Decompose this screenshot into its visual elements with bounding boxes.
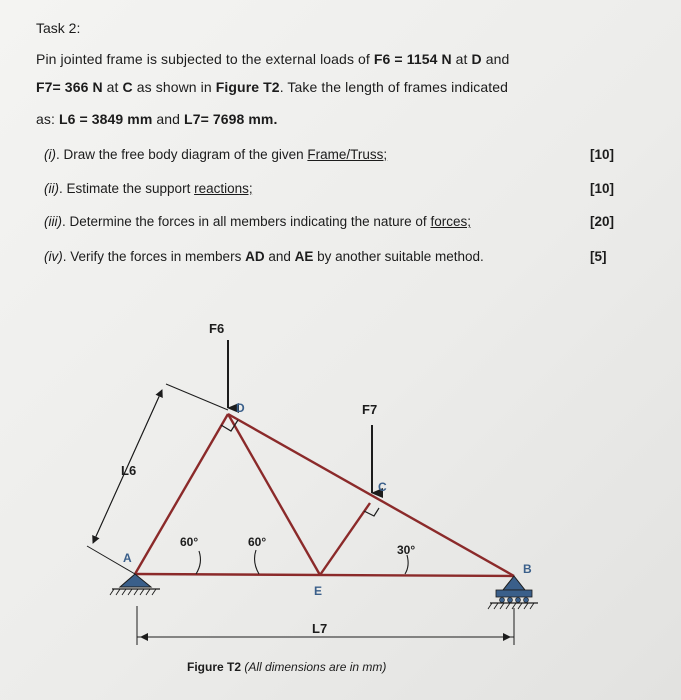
label-l7: L7 xyxy=(312,621,328,636)
figure-caption xyxy=(187,660,386,674)
marks-2: [10] xyxy=(590,181,615,196)
text: as shown in xyxy=(132,79,216,95)
caption-title: Figure T2 xyxy=(187,660,242,674)
question-number: (iv) xyxy=(44,249,63,264)
load-f6: F6 = 1154 N xyxy=(373,51,452,67)
member-ab xyxy=(135,574,514,576)
roller xyxy=(508,598,513,603)
angle-label-b: 30° xyxy=(397,543,416,557)
question-text: and xyxy=(264,249,295,264)
member-ad xyxy=(135,414,228,574)
truss-members xyxy=(135,414,514,576)
label-f7: F7 xyxy=(362,402,378,417)
question-number: (i) xyxy=(44,147,56,162)
right-angle-marks xyxy=(221,420,379,516)
roller-base xyxy=(496,590,532,597)
member-de xyxy=(228,414,320,575)
ground-hatch xyxy=(110,589,156,595)
member-ec xyxy=(320,503,370,575)
text: and xyxy=(481,51,510,67)
support-b xyxy=(488,576,538,609)
label-b: B xyxy=(523,562,532,576)
load-f7: F7= 366 N xyxy=(36,79,103,95)
roller xyxy=(500,598,505,603)
text: as: xyxy=(36,111,59,127)
label-d: D xyxy=(236,401,245,415)
angle-arcs xyxy=(196,550,408,574)
text: at xyxy=(451,51,472,67)
extension-line xyxy=(166,384,228,410)
roller xyxy=(524,598,529,603)
question-underlined: forces; xyxy=(430,214,471,229)
angle-arc-a xyxy=(196,551,200,574)
question-underlined: Frame/Truss; xyxy=(307,147,388,162)
question-number: (ii) xyxy=(44,181,59,196)
dimension-l6 xyxy=(87,384,228,574)
question-text: . Estimate the support xyxy=(59,181,195,196)
angle-arc-b xyxy=(405,555,408,574)
roller-support-triangle xyxy=(503,576,525,590)
marks-1: [10] xyxy=(590,147,615,162)
angle-label-a: 60° xyxy=(180,535,199,549)
question-underlined: reactions; xyxy=(194,181,253,196)
caption-note: (All dimensions are in mm) xyxy=(241,660,387,674)
joint-c: C xyxy=(122,79,133,95)
angle-arc-e xyxy=(255,550,259,574)
label-c: C xyxy=(378,480,387,494)
length-l7: L7= 7698 mm. xyxy=(184,111,278,127)
question-text: . Determine the forces in all members indicating the nature of xyxy=(62,214,431,229)
member-ad: AD xyxy=(245,249,265,264)
label-f6: F6 xyxy=(209,321,225,336)
question-text: by another suitable method. xyxy=(313,249,484,264)
support-a xyxy=(110,574,160,595)
text: and xyxy=(152,111,185,127)
figure-ref: Figure T2 xyxy=(215,79,280,95)
text: . Take the length of frames indicated xyxy=(279,79,509,95)
length-l6: L6 = 3849 mm xyxy=(58,111,153,127)
text: Pin jointed frame is subjected to the external loads of xyxy=(36,51,374,67)
angle-label-e: 60° xyxy=(248,535,267,549)
question-number: (iii) xyxy=(44,214,62,229)
member-ae: AE xyxy=(294,249,314,264)
roller xyxy=(516,598,521,603)
text: at xyxy=(102,79,123,95)
label-l6: L6 xyxy=(121,463,137,478)
label-e: E xyxy=(314,584,323,598)
pin-support-triangle xyxy=(120,574,151,587)
marks-4: [5] xyxy=(590,249,607,264)
task-title: Task 2: xyxy=(36,20,81,36)
question-text: . Verify the forces in members xyxy=(62,249,246,264)
label-a: A xyxy=(123,551,132,565)
joint-d: D xyxy=(471,51,482,67)
ground-hatch xyxy=(488,603,534,609)
question-text: . Draw the free body diagram of the given xyxy=(56,147,308,162)
marks-3: [20] xyxy=(590,214,615,229)
